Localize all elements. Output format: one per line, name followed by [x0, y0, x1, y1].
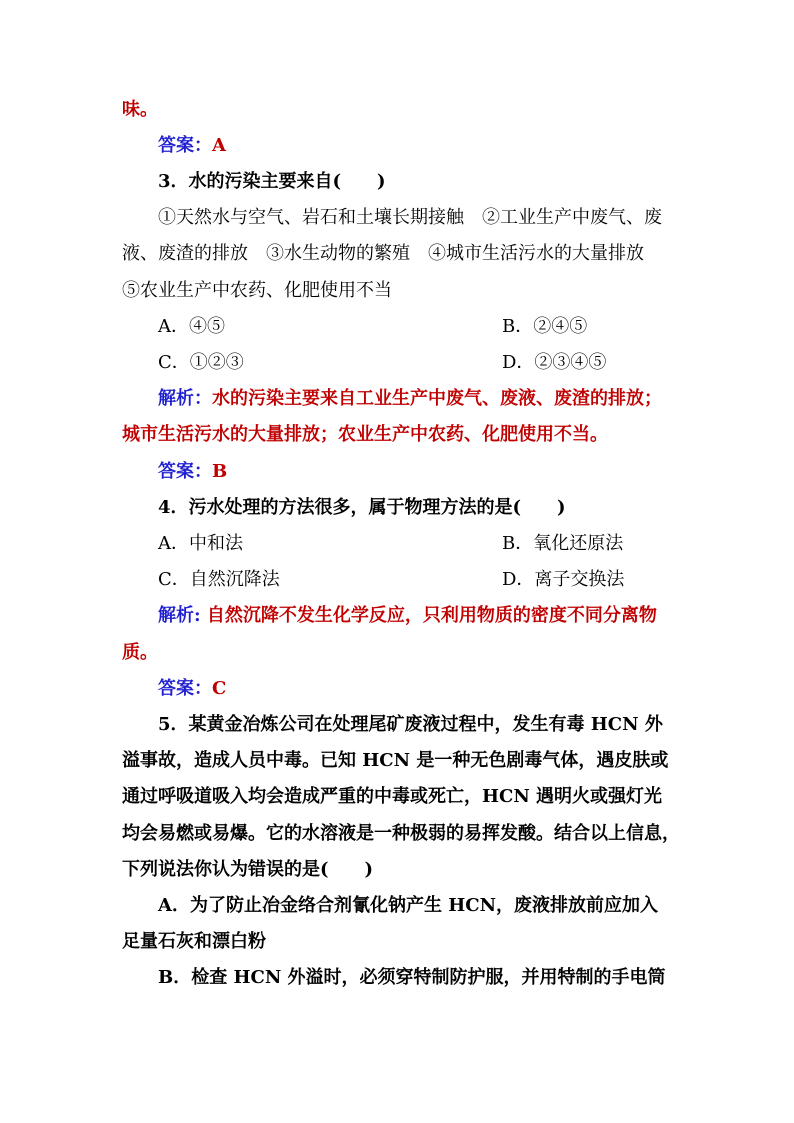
q2-analysis-tail: 味。: [122, 99, 158, 120]
analysis-text: 水的污染主要来自工业生产中废气、废液、废渣的排放；: [212, 388, 662, 409]
q4-option-a: A．中和法: [158, 533, 243, 554]
q3-options-row2: [158, 351, 607, 375]
q3-options-row1: [158, 315, 588, 339]
q4-analysis-line2: 质。: [122, 642, 158, 663]
q4-answer: [158, 677, 226, 701]
q3-option-d: D．②③④⑤: [502, 352, 607, 373]
answer-label: 答案：: [158, 135, 212, 156]
q3-stem: 3．水的污染主要来自( ): [158, 171, 386, 192]
q3-analysis-line2: 城市生活污水的大量排放；农业生产中农药、化肥使用不当。: [122, 424, 608, 445]
q4-options-row2: [158, 568, 625, 592]
q5-option-a-line1: A．为了防止冶金络合剂氰化钠产生 HCN，废液排放前应加入: [158, 895, 659, 916]
q2-answer: [158, 134, 226, 158]
q3-items-line1: ①天然水与空气、岩石和土壤长期接触 ②工业生产中废气、废: [158, 207, 662, 228]
answer-value: A: [212, 135, 226, 156]
q3-analysis-line1: [158, 387, 662, 411]
q4-option-d: D．离子交换法: [502, 569, 625, 590]
q3-option-c: C．①②③: [158, 352, 244, 373]
q5-stem-line4: 均会易燃或易爆。它的水溶液是一种极弱的易挥发酸。结合以上信息，: [122, 823, 680, 844]
q3-option-b: B．②④⑤: [502, 316, 588, 337]
q5-option-b-line1: B．检查 HCN 外溢时，必须穿特制防护服，并用特制的手电筒: [158, 967, 666, 988]
q5-stem-line5: 下列说法你认为错误的是( ): [122, 859, 374, 880]
q5-stem-line3: 通过呼吸道吸入均会造成严重的中毒或死亡，HCN 遇明火或强灯光: [122, 786, 663, 807]
q3-option-a: A．④⑤: [158, 316, 225, 337]
answer-label: 答案：: [158, 678, 212, 699]
q4-stem: 4．污水处理的方法很多，属于物理方法的是( ): [158, 497, 566, 518]
analysis-text: 自然沉降不发生化学反应，只利用物质的密度不同分离物: [200, 605, 657, 626]
analysis-label: 解析:: [158, 605, 201, 626]
q5-stem-line1: 5．某黄金冶炼公司在处理尾矿废液过程中，发生有毒 HCN 外: [158, 714, 663, 735]
q4-options-row1: [158, 532, 624, 556]
answer-label: 答案：: [158, 461, 212, 482]
q3-items-line2: 液、废渣的排放 ③水生动物的繁殖 ④城市生活污水的大量排放: [122, 243, 644, 264]
q5-stem-line2: 溢事故，造成人员中毒。已知 HCN 是一种无色剧毒气体，遇皮肤或: [122, 750, 669, 771]
q5-option-a-line2: 足量石灰和漂白粉: [122, 931, 266, 952]
q4-option-b: B．氧化还原法: [502, 533, 624, 554]
answer-value: C: [212, 678, 227, 699]
answer-value: B: [212, 461, 228, 482]
analysis-label: 解析：: [158, 388, 212, 409]
q4-option-c: C．自然沉降法: [158, 569, 280, 590]
q3-items-line3: ⑤农业生产中农药、化肥使用不当: [122, 280, 392, 301]
q3-answer: [158, 460, 227, 484]
q4-analysis-line1: [158, 604, 657, 628]
